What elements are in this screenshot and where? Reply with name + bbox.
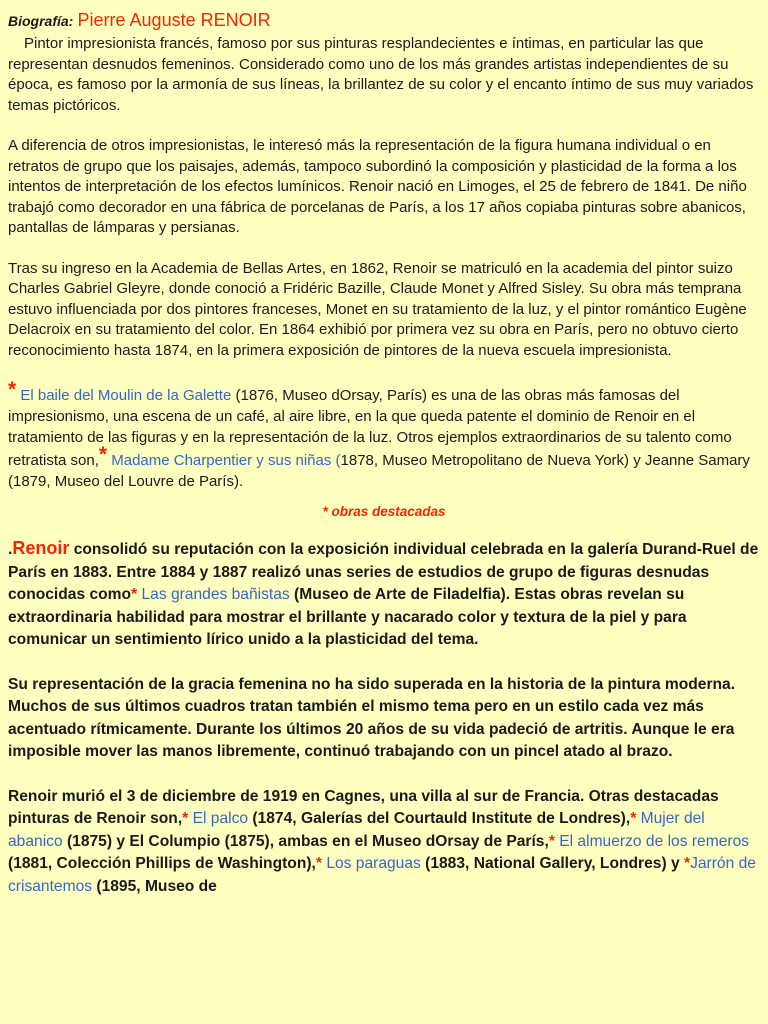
paragraph-death-text-4: (1881, Colección Phillips de Washington), (8, 855, 316, 872)
paragraph-death-text-2: (1874, Galerías del Courtauld Institute de Londres), (248, 810, 631, 827)
lead-dot: . (8, 541, 13, 558)
paragraph-later-life-text: Su representación de la gracia femenina no ha sido superada en la historia de la pintura moderna. Muchos de sus últimos cuadros tratan también el mismo tema pero en un estilo cada vez más acentuado rítmicamente. Durante los últimos 20 años de su vida padeció de artritis. Aunque le era imposible mover las manos libremente, continuó trabajando con un pincel atado al brazo. (8, 675, 736, 760)
paragraph-early-life-text: A diferencia de otros impresionistas, le interesó más la representación de la figura humana individual o en retratos de grupo que los paisajes, además, tampoco subordinó la composición y plasticidad de la forma a los intentos de interpretación de los efectos lumínicos. Renoir nació en Limoges, el 25 de febrero de 1841. De niño trabajó como decorador en una fábrica de porcelanas de París, a los 17 años copiaba pinturas sobre abanicos, pantallas de lámparas y persianas. (8, 137, 747, 236)
paragraph-training-text: Tras su ingreso en la Academia de Bellas Artes, en 1862, Renoir se matriculó en la academia del pintor suizo Charles Gabriel Gleyre, donde conoció a Fridéric Bazille, Claude Monet y Alfred Sisley. Su obra más temprana estuvo influenciada por dos pintores franceses, Monet en su tratamiento de la luz, y el pintor romántico Eugène Delacroix en su tratamiento del color. En 1864 exhibió por primera vez su obra en París, pero no obtuvo cierto reconocimiento hasta 1874, en la primera exposición de pintores de la nueva escuela impresionista. (8, 259, 747, 359)
star-marker: * (548, 832, 555, 850)
paragraph-training (8, 259, 760, 362)
paragraph-death-text-6: (1895, Museo de (92, 877, 217, 895)
link-jarron-crisantemos[interactable]: Jarrón de crisantemos (8, 855, 756, 895)
star-marker: * (8, 378, 17, 401)
star-marker: * (98, 443, 108, 466)
link-los-paraguas[interactable]: Los paraguas (326, 855, 421, 872)
star-marker: * (131, 586, 138, 603)
star-marker: * (182, 810, 189, 827)
star-marker: * (683, 855, 691, 872)
link-grandes-banistas[interactable]: Las grandes bañistas (141, 586, 290, 603)
paragraph-death (8, 786, 760, 899)
paragraph-later-life (8, 674, 760, 764)
link-mujer-abanico[interactable]: Mujer del abanico (8, 810, 705, 850)
paragraph-works-text-2: 1878, Museo Metropolitano de Nueva York) y Jeanne Samary (1879, Museo del Louvre de París). (8, 452, 750, 490)
paragraph-intro-text: Pintor impresionista francés, famoso por sus pinturas resplandecientes e íntimas, en particular las que representan desnudos femeninos. Considerado como uno de los más grandes artistas independientes de su época, es famoso por la armonía de sus líneas, la brillantez de su color y el encanto íntimo de sus muy variados temas pictóricos. (8, 35, 754, 114)
paragraph-works-text-1: (1876, Museo dOrsay, París) es una de las obras más famosas del impresionismo, una escena de un café, al aire libre, en la que queda patente el dominio de Renoir en el tratamiento de las figuras y en la representación de la luz. Otros ejemplos extraordinarios de su talento como retratista son, (8, 387, 732, 469)
paragraph-reputation-text-2: (Museo de Arte de Filadelfia). Estas obras revelan su extraordinaria habilidad para mostrar el brillante y nacarado color y textura de la piel y para comunicar un sentimiento lírico unido a la plasticidad del tema. (8, 586, 687, 648)
featured-works-note: * obras destacadas (322, 504, 446, 519)
star-marker: * (630, 810, 637, 827)
link-madame-charpentier[interactable]: Madame Charpentier y sus niñas ( (111, 452, 341, 469)
paragraph-reputation (8, 537, 760, 652)
biography-page (8, 8, 760, 898)
link-el-palco[interactable]: El palco (192, 810, 249, 827)
paragraph-works (8, 378, 760, 492)
link-moulin-galette[interactable]: El baile del Moulin de la Galette (20, 387, 232, 404)
paragraph-death-text-5: (1883, National Gallery, Londres) y (420, 855, 684, 872)
paragraph-reputation-text-1: consolidó su reputación con la exposición individual celebrada en la galería Durand-Ruel de París en 1883. Entre 1884 y 1887 realizó unas series de estudios de grupo de figuras desnudas conocidas como (8, 541, 759, 603)
paragraph-intro (8, 34, 760, 116)
biography-label: Biografía: (8, 13, 74, 29)
paragraph-death-text-1: Renoir murió el 3 de diciembre de 1919 en Cagnes, una villa al sur de Francia. Otras destacadas pinturas de Renoir son, (8, 787, 719, 827)
paragraph-death-text-3: (1875) y El Columpio (1875), ambas en el Museo dOrsay de París, (62, 832, 549, 850)
biography-header (8, 8, 760, 34)
paragraph-early-life (8, 136, 760, 239)
star-marker: * (315, 855, 322, 872)
artist-name: Pierre Auguste RENOIR (77, 10, 271, 30)
link-almuerzo-remeros[interactable]: El almuerzo de los remeros (559, 832, 750, 850)
renoir-highlight: Renoir (12, 538, 70, 558)
